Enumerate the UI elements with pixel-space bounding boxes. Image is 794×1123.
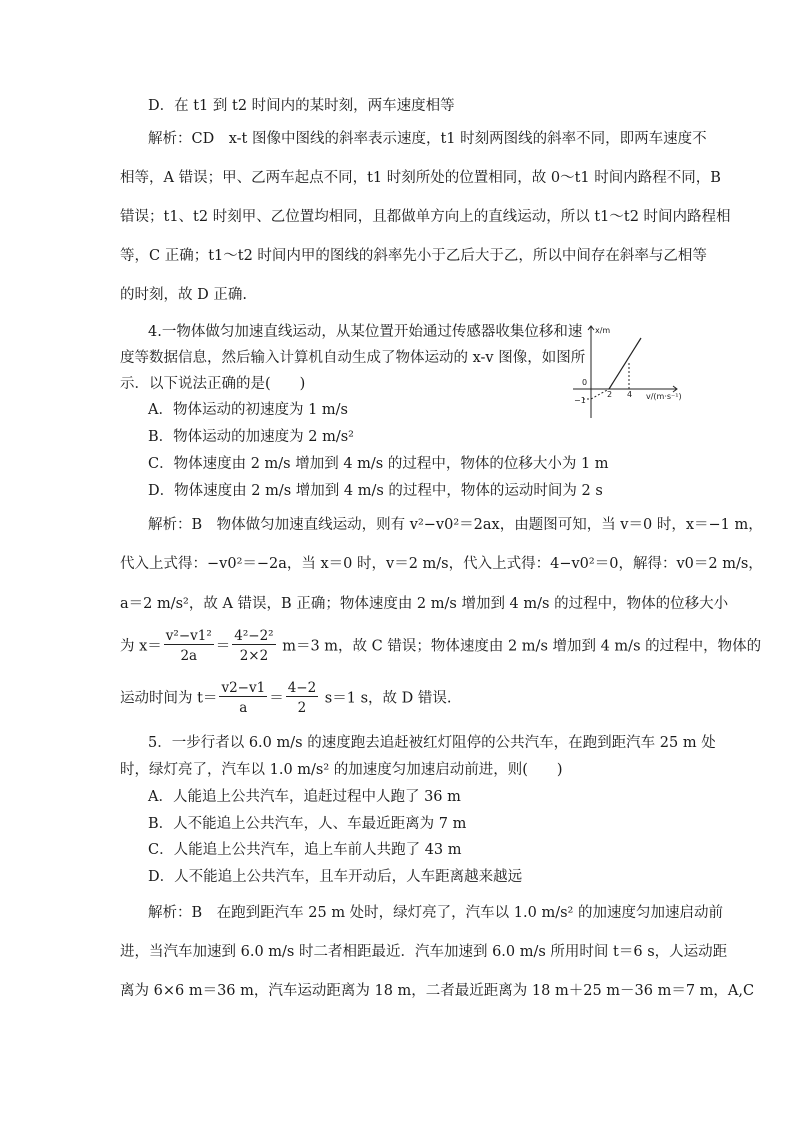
q4-analysis-5-prefix: 运动时间为 t＝: [120, 690, 218, 707]
q4-stem-line-3: 示．以下说法正确的是( ): [120, 376, 306, 392]
q4-option-a: A．物体运动的初速度为 1 m/s: [148, 402, 348, 418]
q4-analysis-line-1: 解析：B 物体做匀加速直线运动，则有 v²−v0²＝2ax，由题图可知，当 v＝0 时，x＝−1 m，: [148, 517, 763, 533]
x-tick-2: 2: [607, 390, 613, 399]
q4-analysis-line-3: a＝2 m/s²，故 A 错误，B 正确；物体速度由 2 m/s 增加到 4 m/s 的过程中，物体的位移大小: [120, 596, 729, 612]
fraction-1: [164, 628, 214, 665]
x-tick-4: 4: [627, 390, 633, 399]
q5-analysis-line-2: 进，当汽车加速到 6.0 m/s 时二者相距最近．汽车加速到 6.0 m/s 所用时间 t＝6 s，人运动距: [120, 944, 728, 960]
fraction-3-denominator: a: [239, 700, 248, 716]
q4-option-d: D．物体速度由 2 m/s 增加到 4 m/s 的过程中，物体的运动时间为 2 s: [148, 483, 603, 499]
q3-analysis-line-4: 等，C 正确；t1～t2 时间内甲的图线的斜率先小于乙后大于乙，所以中间存在斜率与乙相等: [120, 248, 707, 264]
q5-option-b: B．人不能追上公共汽车，人、车最近距离为 7 m: [148, 816, 467, 832]
q5-option-d: D．人不能追上公共汽车，且车开动后，人车距离越来越远: [148, 869, 523, 885]
q4-analysis-4-prefix: 为 x＝: [120, 638, 162, 655]
x-axis-label: v/(m·s⁻¹): [646, 392, 682, 401]
q5-stem-line-2: 时，绿灯亮了，汽车以 1.0 m/s² 的加速度匀加速启动前进，则( ): [120, 762, 563, 778]
fraction-1-denominator: 2a: [180, 648, 198, 664]
equals-sign-2: ＝: [269, 690, 284, 707]
q3-option-d: D．在 t1 到 t2 时间内的某时刻，两车速度相等: [148, 98, 455, 114]
fraction-3: [219, 680, 267, 717]
q3-analysis-line-5: 的时刻，故 D 正确.: [120, 287, 247, 303]
q5-stem-line-1: 5．一步行者以 6.0 m/s 的速度跑去追赶被红灯阻停的公共汽车，在跑到距汽车 25 m 处: [148, 735, 716, 751]
fraction-2-denominator: 2×2: [239, 648, 269, 664]
x-v-graph: [565, 322, 687, 420]
fraction-4-numerator: 4−2: [287, 680, 317, 696]
q4-analysis-line-5: [120, 680, 451, 717]
q3-analysis-line-2: 相等，A 错误；甲、乙两车起点不同，t1 时刻所处的位置相同，故 0～t1 时间内路程不同，B: [120, 170, 721, 186]
q4-stem-line-2: 度等数据信息，然后输入计算机自动生成了物体运动的 x-v 图像，如图所: [120, 350, 586, 366]
q4-option-c: C．物体速度由 2 m/s 增加到 4 m/s 的过程中，物体的位移大小为 1 m: [148, 456, 609, 472]
origin-label: 0: [582, 378, 588, 387]
q3-analysis-line-1: 解析：CD x-t 图像中图线的斜率表示速度，t1 时刻两图线的斜率不同，即两车速度不: [148, 131, 707, 147]
parabola-curve: [609, 338, 641, 389]
q5-analysis-line-1: 解析：B 在跑到距汽车 25 m 处时，绿灯亮了，汽车以 1.0 m/s² 的加速度匀加速启动前: [148, 905, 723, 921]
q4-analysis-4-suffix: m＝3 m，故 C 错误；物体速度由 2 m/s 增加到 4 m/s 的过程中，物体的: [277, 638, 762, 655]
q4-analysis-5-suffix: s＝1 s，故 D 错误.: [320, 690, 452, 707]
fraction-4-denominator: 2: [297, 700, 307, 716]
q3-analysis-line-3: 错误；t1、t2 时刻甲、乙位置均相同，且都做单方向上的直线运动，所以 t1～t2 时间内路程相: [120, 209, 731, 225]
q4-analysis-line-2: 代入上式得：−v0²＝−2a，当 x＝0 时，v＝2 m/s，代入上式得：4−v0²＝0，解得：v0＝2 m/s，: [120, 556, 763, 572]
q4-analysis-line-4: [120, 628, 761, 665]
q5-analysis-line-3: 离为 6×6 m＝36 m，汽车运动距离为 18 m，二者最近距离为 18 m＋25 m－36 m＝7 m，A,C: [120, 983, 755, 999]
y-axis-label: x/m: [595, 326, 611, 335]
fraction-1-numerator: v²−v1²: [165, 628, 212, 644]
fraction-4: [286, 680, 319, 717]
q4-option-b: B．物体运动的加速度为 2 m/s²: [148, 429, 354, 445]
fraction-2-numerator: 4²−2²: [234, 628, 274, 644]
q5-option-a: A．人能追上公共汽车，追赶过程中人跑了 36 m: [148, 789, 461, 805]
q4-stem-line-1: 4.一物体做匀加速直线运动，从某位置开始通过传感器收集位移和速: [148, 324, 583, 340]
fraction-2: [232, 628, 275, 665]
equals-sign-1: ＝: [215, 638, 231, 655]
fraction-3-numerator: v2−v1: [221, 680, 266, 696]
y-tick-minus1: −1: [574, 396, 586, 405]
q5-option-c: C．人能追上公共汽车，追上车前人共跑了 43 m: [148, 842, 462, 858]
